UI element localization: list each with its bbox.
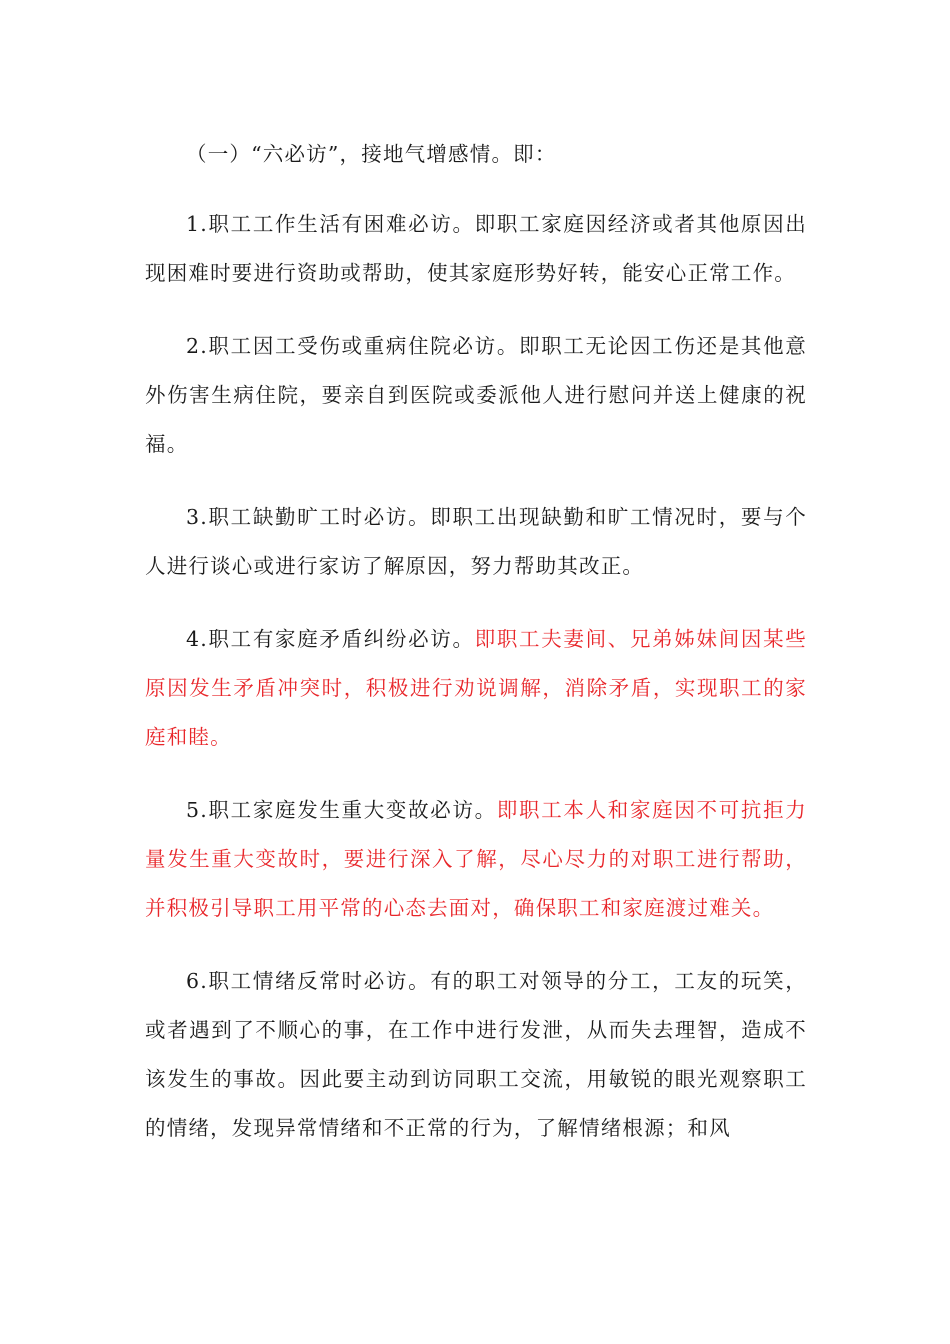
item-4-paragraph [145, 615, 807, 762]
item-3-title: 3.职工缺勤旷工时必访。 [186, 505, 431, 529]
item-5-paragraph [145, 786, 807, 933]
item-6-body: 有的职工对领导的分工，工友的玩笑，或者遇到了不顺心的事，在工作中进行发泄，从而失去理智，造成不该发生的事故。因此要主动到访同职工交流，用敏锐的眼光观察职工的情绪，发现异常情绪和不正常的行为，了解情绪根源；和风 [145, 969, 807, 1140]
item-1-title: 1.职工工作生活有困难必访。 [186, 212, 475, 236]
section-heading-text: （一）“六必访”，接地气增感情。即： [186, 142, 557, 166]
item-2-body: 即职工无论因工伤还是其他意外伤害生病住院，要亲自到医院或委派他人进行慰问并送上健康的祝福。 [145, 334, 807, 456]
item-4-title: 4.职工有家庭矛盾纠纷必访。 [186, 627, 475, 651]
item-3-body: 即职工出现缺勤和旷工情况时，要与个人进行谈心或进行家访了解原因，努力帮助其改正。 [145, 505, 807, 578]
item-5-title: 5.职工家庭发生重大变故必访。 [186, 798, 497, 822]
item-1-paragraph [145, 200, 807, 298]
item-2-paragraph [145, 322, 807, 469]
item-2-title: 2.职工因工受伤或重病住院必访。 [186, 334, 520, 358]
section-heading [145, 130, 807, 179]
item-4-body-highlighted: 即职工夫妻间、兄弟姊妹间因某些原因发生矛盾冲突时，积极进行劝说调解，消除矛盾，实现职工的家庭和睦。 [145, 627, 808, 749]
item-6-title: 6.职工情绪反常时必访。 [186, 969, 431, 993]
item-5-body-highlighted: 即职工本人和家庭因不可抗拒力量发生重大变故时，要进行深入了解，尽心尽力的对职工进行帮助，并积极引导职工用平常的心态去面对，确保职工和家庭渡过难关。 [145, 798, 807, 920]
item-6-paragraph [145, 957, 807, 1153]
item-1-body: 即职工家庭因经济或者其他原因出现困难时要进行资助或帮助，使其家庭形势好转，能安心正常工作。 [145, 212, 808, 285]
item-3-paragraph [145, 493, 807, 591]
